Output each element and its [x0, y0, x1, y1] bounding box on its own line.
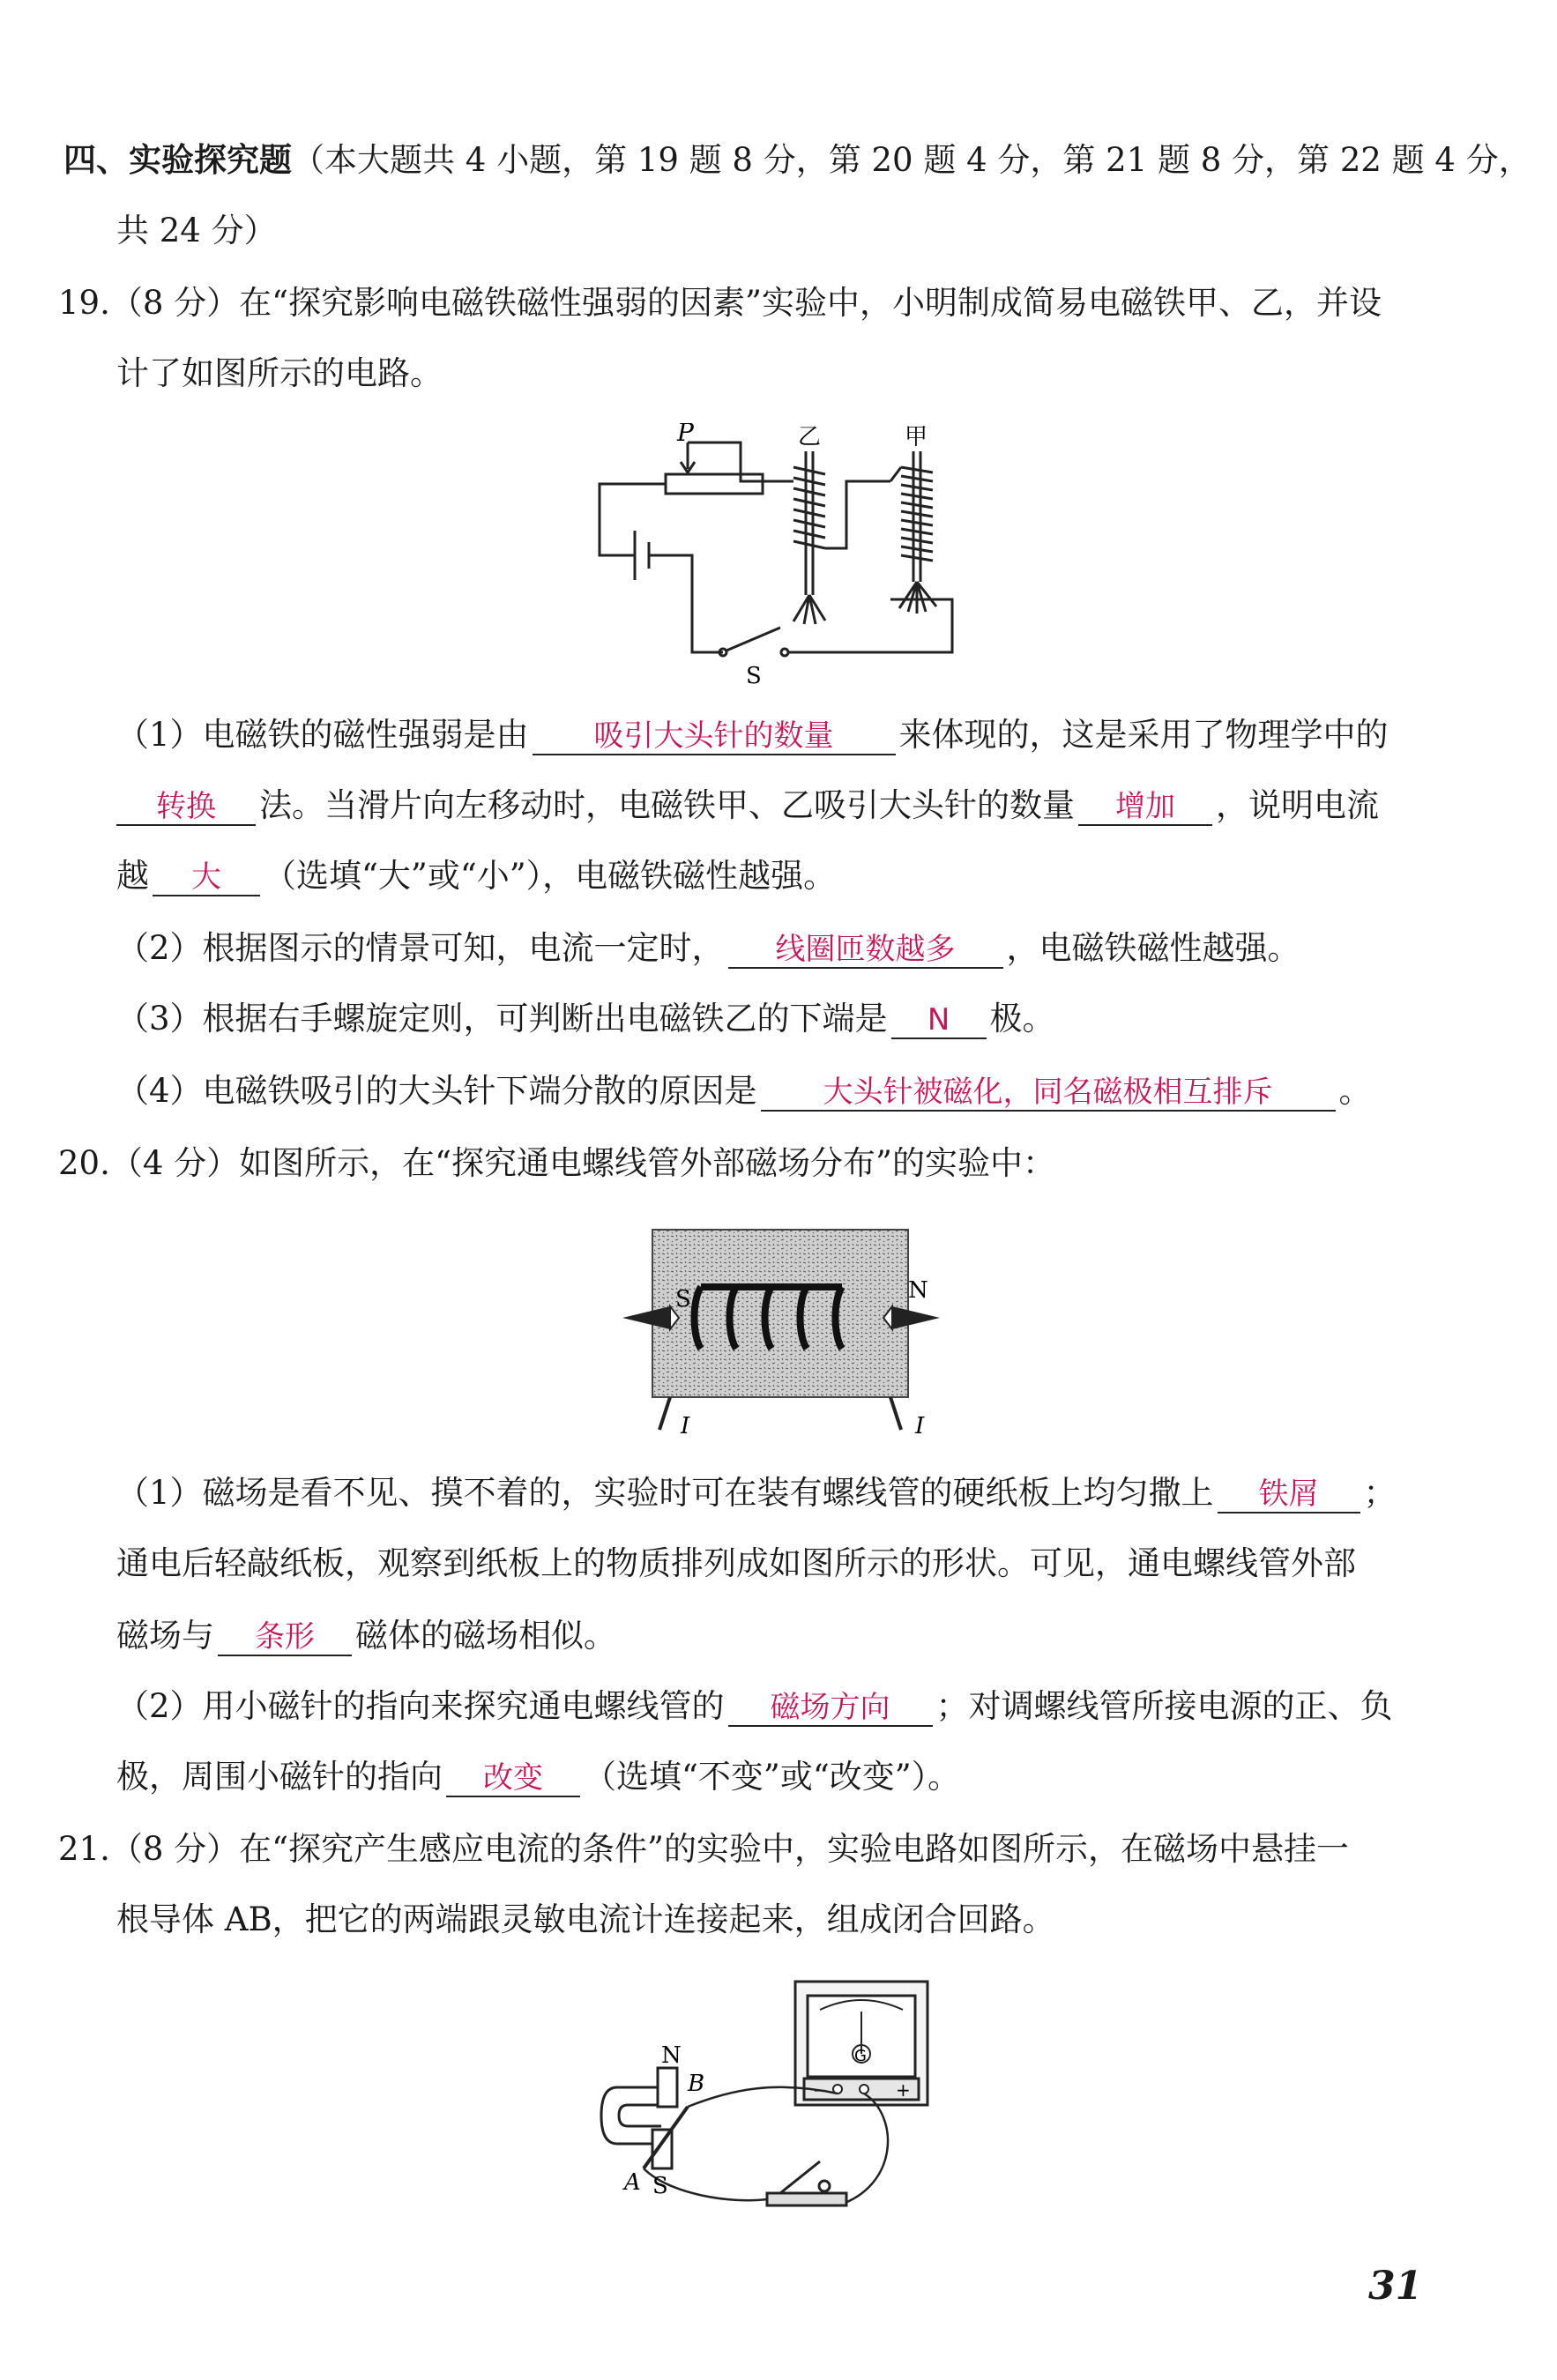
- q20-p2-text: ；对调螺线管所接电源的正、负: [935, 1687, 1393, 1725]
- q19-p3-text: 极。: [989, 1000, 1055, 1038]
- label-jia: 甲: [905, 424, 928, 450]
- current-label-left: I: [681, 1413, 690, 1437]
- answer-blank: 增加: [1078, 789, 1212, 826]
- q19-part2: [116, 929, 1300, 969]
- answer-blank: 大: [153, 859, 260, 896]
- conductor-a-label: A: [624, 2169, 641, 2196]
- q19-p4-text: （4）电磁铁吸引的大头针下端分散的原因是: [116, 1072, 757, 1110]
- q20-stem: 20.（4 分）如图所示，在“探究通电螺线管外部磁场分布”的实验中：: [58, 1144, 1055, 1182]
- q20-part1-line2: 通电后轻敲纸板，观察到纸板上的物质排列成如图所示的形状。可见，通电螺线管外部: [116, 1544, 1356, 1582]
- q20-p2-text: （选填“不变”或“改变”）。: [584, 1758, 961, 1796]
- q19-circuit-figure: [582, 423, 987, 688]
- q19-p4-text: 。: [1338, 1072, 1372, 1110]
- conductor-b-label: B: [688, 2071, 705, 2097]
- section-info-cont: 共 24 分）: [116, 212, 277, 249]
- q19-stem-line2: 计了如图所示的电路。: [116, 354, 443, 392]
- q19-p2-text: ，电磁铁磁性越强。: [1006, 929, 1300, 967]
- terminal-minus: −: [813, 2079, 828, 2101]
- q19-part1-line1: [116, 716, 1389, 755]
- q19-p1-text: 法。当滑片向左移动时，电磁铁甲、乙吸引大头针的数量: [259, 786, 1075, 824]
- q19-p1-text: 越: [116, 857, 149, 895]
- switch-blade: [726, 628, 780, 651]
- q19-p2-text: （2）根据图示的情景可知，电流一定时，: [116, 929, 725, 967]
- pole-n-label: N: [908, 1277, 928, 1304]
- q21-stem-line1: 21.（8 分）在“探究产生感应电流的条件”的实验中，实验电路如图所示，在磁场中悬挂一: [58, 1830, 1349, 1868]
- q20-solenoid-figure: [617, 1225, 952, 1437]
- answer-blank: 线圈匝数越多: [728, 932, 1003, 969]
- q20-p1-text: 磁体的磁场相似。: [355, 1617, 616, 1655]
- q19-part3: [116, 1000, 1055, 1039]
- q21-stem-line2: 根导体 AB，把它的两端跟灵敏电流计连接起来，组成闭合回路。: [116, 1900, 1055, 1938]
- u-magnet: [601, 2068, 677, 2168]
- label-yi: 乙: [798, 424, 822, 450]
- q19-part1-line2: [116, 786, 1379, 826]
- q19-stem-line1: 19.（8 分）在“探究影响电磁铁磁性强弱的因素”实验中，小明制成简易电磁铁甲、乙，并设: [58, 284, 1382, 322]
- q20-part2-line2: [116, 1758, 960, 1797]
- galvanometer-g-label: G: [854, 2047, 867, 2065]
- pole-s-label: S: [675, 1286, 691, 1313]
- left-compass-needle: [622, 1306, 670, 1329]
- answer-blank: 大头针被磁化，同名磁极相互排斥: [761, 1075, 1336, 1112]
- answer-blank: 磁场方向: [728, 1690, 933, 1727]
- q19-part4: [116, 1072, 1372, 1112]
- q19-part1-line3: [116, 857, 836, 896]
- section-heading-line: [63, 141, 1531, 180]
- answer-blank: 改变: [446, 1760, 580, 1797]
- q19-p1-text: ，说明电流: [1216, 786, 1379, 824]
- section-heading: 四、实验探究题: [63, 141, 292, 179]
- terminal-plus: +: [896, 2079, 911, 2101]
- answer-blank: N: [891, 1002, 987, 1039]
- answer-blank: 铁屑: [1218, 1476, 1360, 1514]
- q20-part1-line3: [116, 1617, 616, 1656]
- q20-part2-line1: [116, 1687, 1393, 1727]
- q19-p1-text: 来体现的，这是采用了物理学中的: [898, 716, 1389, 754]
- q20-p1-text: ；: [1363, 1474, 1397, 1512]
- q20-part1-line1: [116, 1474, 1397, 1514]
- cardboard: [652, 1230, 908, 1397]
- answer-blank: 条形: [218, 1619, 352, 1656]
- q19-p1-text: （选填“大”或“小”），电磁铁磁性越强。: [264, 857, 837, 895]
- label-p: P: [677, 423, 694, 447]
- q20-p2-text: （2）用小磁针的指向来探究通电螺线管的: [116, 1687, 725, 1725]
- q19-p1-text: （1）电磁铁的磁性强弱是由: [116, 716, 529, 754]
- page-number: 31: [1368, 2264, 1423, 2309]
- answer-blank: 吸引大头针的数量: [533, 718, 896, 755]
- answer-blank: 转换: [116, 789, 256, 826]
- current-label-right: I: [915, 1413, 925, 1437]
- magnet-n-label: N: [661, 2042, 682, 2069]
- knife-switch: [767, 2161, 846, 2205]
- magnet-s-label: S: [652, 2173, 668, 2199]
- section-info: （本大题共 4 小题，第 19 题 8 分，第 20 题 4 分，第 21 题 8 分，第 22 题 4 分，: [292, 141, 1531, 179]
- label-s: S: [746, 663, 762, 688]
- q19-p3-text: （3）根据右手螺旋定则，可判断出电磁铁乙的下端是: [116, 1000, 888, 1038]
- q20-p2-text: 极，周围小磁针的指向: [116, 1758, 443, 1796]
- q21-induction-figure: [600, 1975, 970, 2239]
- right-compass-needle: [892, 1306, 940, 1329]
- q20-p1-text: （1）磁场是看不见、摸不着的，实验时可在装有螺线管的硬纸板上均匀撒上: [116, 1474, 1214, 1512]
- rheostat: [666, 474, 763, 494]
- q20-p1-text: 磁场与: [116, 1617, 214, 1655]
